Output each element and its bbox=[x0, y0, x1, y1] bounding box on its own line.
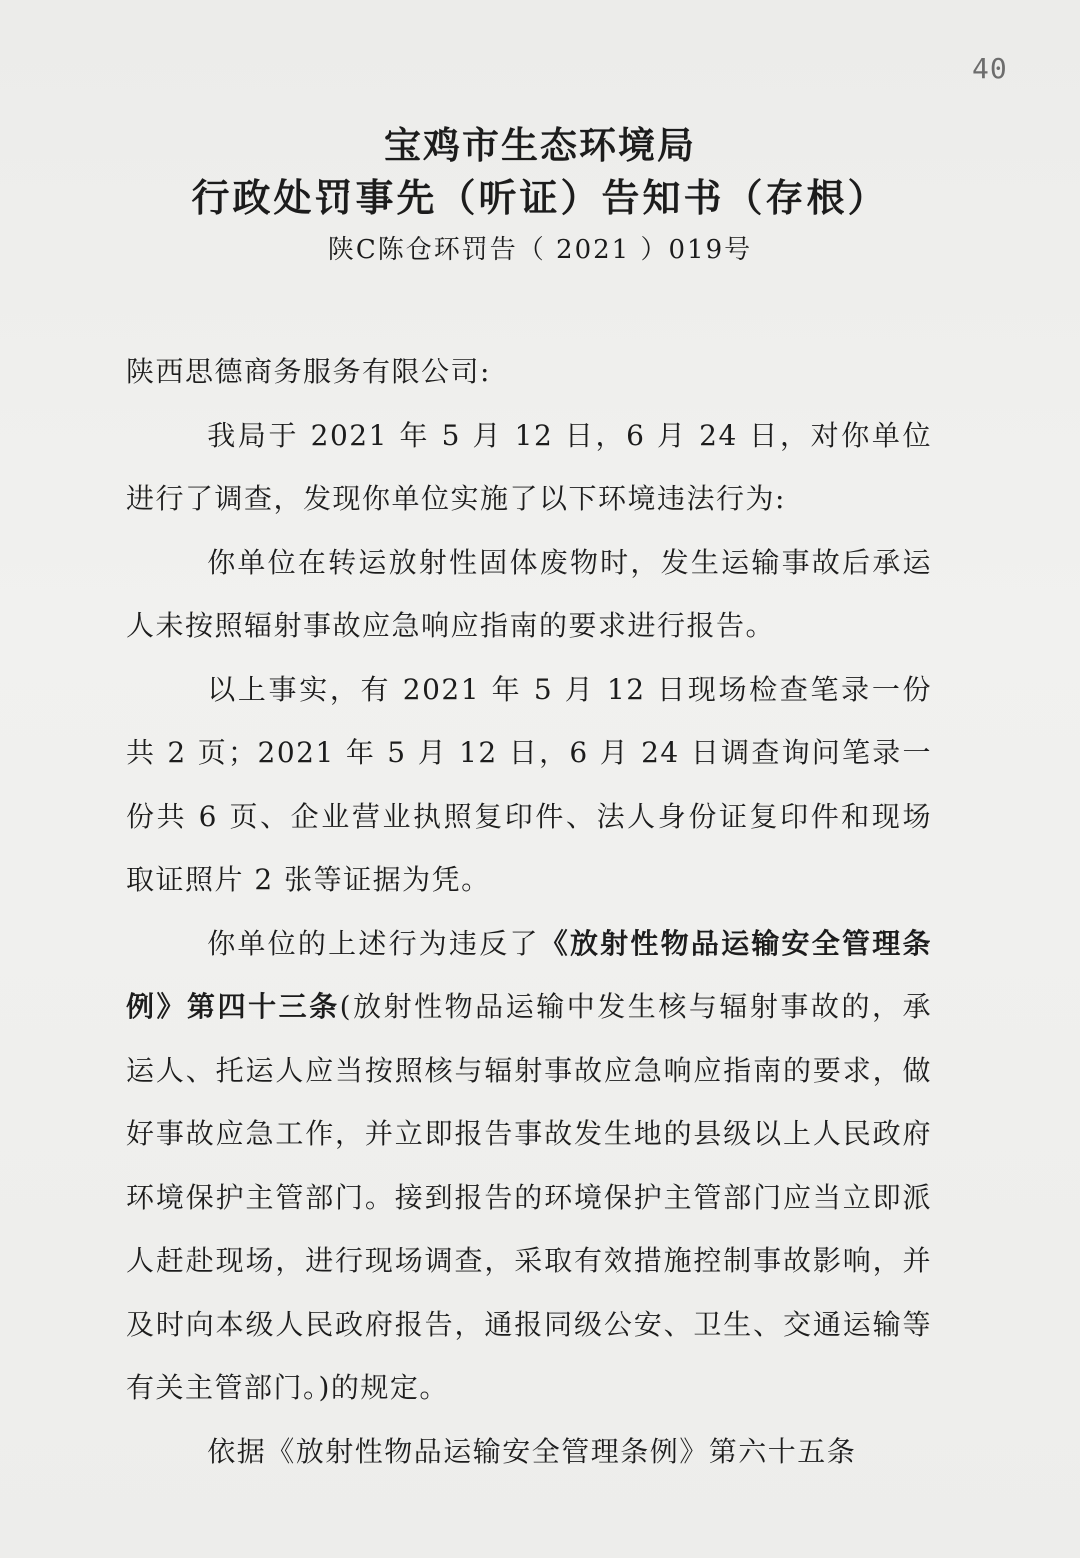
paragraph-investigation: 我局于 2021 年 5 月 12 日，6 月 24 日，对你单位进行了调查，发现你单位实施了以下环境违法行为: bbox=[126, 418, 932, 515]
regulation-text: (放射性物品运输中发生核与辐射事故的，承运人、托运人应当按照核与辐射事故应急响应指南的要求，做好事故应急工作，并立即报告事故发生地的县级以上人民政府环境保护主管部门。接到报告的环境保护主管部门应当立即派人赶赴现场，进行现场调查，采取有效措施控制事故影响，并及时向本级人民政府报告，通报同级公安、卫生、交通运输等有关主管部门。)的规定。 bbox=[126, 990, 932, 1404]
agency-title: 宝鸡市生态环境局 bbox=[384, 124, 696, 167]
document-number: 陕C陈仓环罚告（ 2021 ）019号 bbox=[327, 235, 753, 265]
notice-title: 行政处罚事先（听证）告知书（存根） bbox=[191, 176, 889, 220]
paragraph-legal-basis bbox=[126, 912, 932, 1420]
document-header bbox=[0, 120, 1080, 272]
paragraph-violation: 你单位在转运放射性固体废物时，发生运输事故后承运人未按照辐射事故应急响应指南的要求进行报告。 bbox=[126, 545, 932, 642]
page-number: 40 bbox=[972, 52, 1008, 85]
legal-basis-prefix: 你单位的上述行为违反了 bbox=[207, 926, 540, 960]
addressee: 陕西思德商务服务有限公司: bbox=[126, 355, 491, 388]
paragraph-evidence: 以上事实，有 2021 年 5 月 12 日现场检查笔录一份共 2 页；2021 年 5 月 12 日，6 月 24 日调查询问笔录一份共 6 页、企业营业执照复印件、法人身份证复印件和现场取证照片 2 张等证据为凭。 bbox=[126, 672, 932, 896]
paragraph-penalty-basis: 依据《放射性物品运输安全管理条例》第六十五条 bbox=[207, 1434, 857, 1468]
regulation-citation: 《放射性物品运输安全管理条例》第四十三条 bbox=[126, 926, 932, 1023]
document-body bbox=[126, 340, 932, 1483]
